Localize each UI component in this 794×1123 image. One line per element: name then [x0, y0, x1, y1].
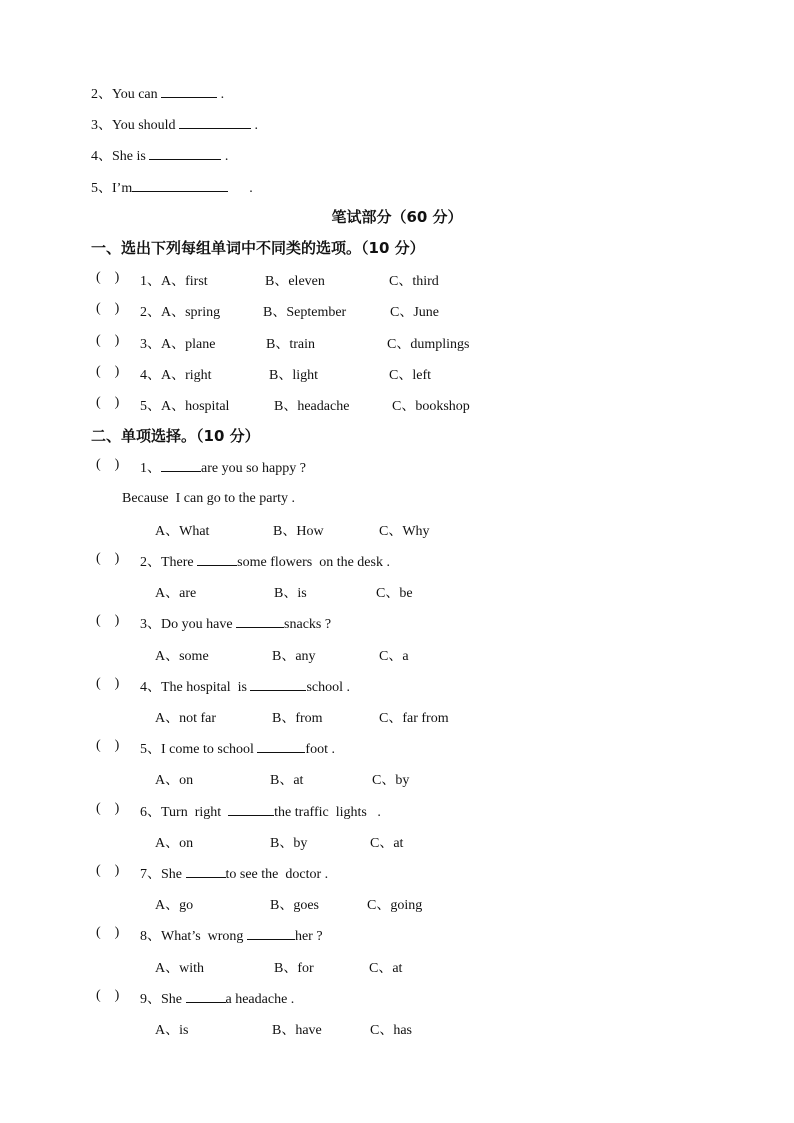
- option-b: B、light: [269, 368, 319, 383]
- answer-blank[interactable]: [257, 738, 305, 753]
- option-c: C、far from: [379, 711, 449, 726]
- fill-text: .: [251, 118, 259, 133]
- option-c: C、a: [379, 649, 409, 664]
- option-a: A、is: [155, 1023, 189, 1038]
- option-a: A、on: [155, 773, 194, 788]
- option-b: B、at: [270, 773, 304, 788]
- section1-heading: 一、选出下列每组单词中不同类的选项。（10 分）: [91, 239, 425, 257]
- answer-line: Because I can go to the party .: [122, 491, 295, 506]
- option-a: 5、A、hospital: [140, 399, 230, 414]
- answer-paren[interactable]: ( ): [96, 613, 120, 628]
- option-b: B、eleven: [265, 274, 325, 289]
- fill-text: .: [228, 181, 253, 196]
- option-c: C、be: [376, 586, 413, 601]
- fill-line-3: [91, 114, 258, 136]
- option-c: C、going: [367, 898, 423, 913]
- answer-blank[interactable]: [228, 801, 274, 816]
- option-a: 2、A、spring: [140, 305, 221, 320]
- option-a: 1、A、first: [140, 274, 208, 289]
- option-a: A、on: [155, 836, 194, 851]
- option-c: C、June: [390, 305, 439, 320]
- option-c: C、third: [389, 274, 439, 289]
- answer-paren[interactable]: ( ): [96, 333, 120, 348]
- answer-blank[interactable]: [250, 676, 306, 691]
- option-c: C、at: [369, 961, 403, 976]
- answer-paren[interactable]: ( ): [96, 395, 120, 410]
- option-a: 4、A、right: [140, 368, 212, 383]
- fill-line-2: [91, 83, 224, 105]
- option-b: B、from: [272, 711, 323, 726]
- answer-paren[interactable]: ( ): [96, 988, 120, 1003]
- answer-blank[interactable]: [179, 114, 251, 129]
- question-text: 9、She a headache .: [140, 988, 294, 1010]
- answer-blank[interactable]: [247, 925, 295, 940]
- option-c: C、has: [370, 1023, 412, 1038]
- answer-blank[interactable]: [161, 457, 201, 472]
- answer-blank[interactable]: [161, 83, 217, 98]
- option-b: B、September: [263, 305, 347, 320]
- option-b: B、for: [274, 961, 314, 976]
- option-b: B、by: [270, 836, 308, 851]
- fill-text: 2、You can: [91, 87, 162, 102]
- fill-text: 4、She is: [91, 149, 150, 164]
- option-c: C、at: [370, 836, 404, 851]
- question-text: 3、Do you have snacks ?: [140, 613, 331, 635]
- option-a: A、What: [155, 524, 210, 539]
- option-a: A、with: [155, 961, 204, 976]
- option-b: B、have: [272, 1023, 322, 1038]
- option-b: B、any: [272, 649, 316, 664]
- fill-text: .: [217, 87, 225, 102]
- answer-paren[interactable]: ( ): [96, 863, 120, 878]
- question-text: 1、 are you so happy ?: [140, 457, 306, 479]
- option-a: A、go: [155, 898, 194, 913]
- option-c: C、by: [372, 773, 410, 788]
- written-section-title: 笔试部分（60 分）: [331, 208, 463, 226]
- option-b: B、train: [266, 337, 315, 352]
- answer-paren[interactable]: ( ): [96, 270, 120, 285]
- option-c: C、Why: [379, 524, 430, 539]
- answer-paren[interactable]: ( ): [96, 364, 120, 379]
- answer-blank[interactable]: [132, 177, 228, 192]
- answer-blank[interactable]: [186, 863, 226, 878]
- option-c: C、dumplings: [387, 337, 470, 352]
- option-a: A、some: [155, 649, 209, 664]
- fill-text: .: [221, 149, 229, 164]
- fill-text: 5、I’m: [91, 181, 133, 196]
- fill-line-4: [91, 145, 228, 167]
- answer-blank[interactable]: [149, 145, 221, 160]
- option-a: A、not far: [155, 711, 217, 726]
- option-b: B、How: [273, 524, 324, 539]
- answer-paren[interactable]: ( ): [96, 676, 120, 691]
- option-a: A、are: [155, 586, 197, 601]
- answer-paren[interactable]: ( ): [96, 738, 120, 753]
- answer-paren[interactable]: ( ): [96, 801, 120, 816]
- answer-paren[interactable]: ( ): [96, 457, 120, 472]
- question-text: 4、The hospital is school .: [140, 676, 350, 698]
- section2-heading: 二、单项选择。（10 分）: [91, 427, 260, 445]
- fill-text: 3、You should: [91, 118, 180, 133]
- fill-line-5: [91, 177, 253, 199]
- option-b: B、is: [274, 586, 307, 601]
- question-text: 5、I come to school foot .: [140, 738, 335, 760]
- question-text: 6、Turn right the traffic lights .: [140, 801, 381, 823]
- option-a: 3、A、plane: [140, 337, 216, 352]
- answer-paren[interactable]: ( ): [96, 551, 120, 566]
- option-c: C、left: [389, 368, 431, 383]
- answer-blank[interactable]: [197, 551, 237, 566]
- answer-paren[interactable]: ( ): [96, 301, 120, 316]
- answer-blank[interactable]: [236, 613, 284, 628]
- question-text: 8、What’s wrong her ?: [140, 925, 323, 947]
- option-c: C、bookshop: [392, 399, 470, 414]
- answer-blank[interactable]: [186, 988, 226, 1003]
- question-text: 2、There some flowers on the desk .: [140, 551, 390, 573]
- answer-paren[interactable]: ( ): [96, 925, 120, 940]
- option-b: B、headache: [274, 399, 350, 414]
- option-b: B、goes: [270, 898, 319, 913]
- question-text: 7、She to see the doctor .: [140, 863, 328, 885]
